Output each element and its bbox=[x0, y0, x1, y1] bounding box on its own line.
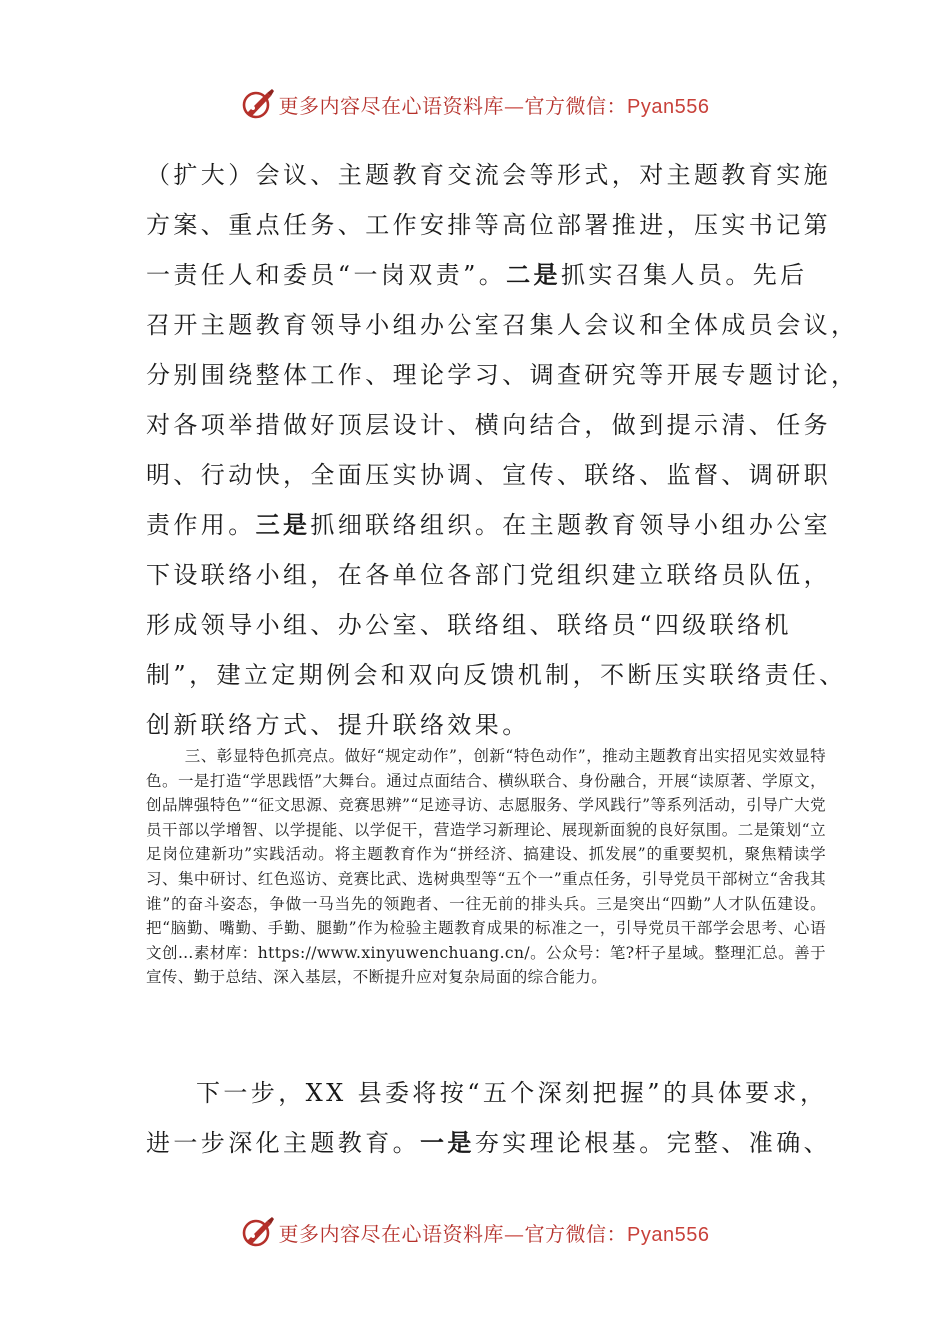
pen-logo-icon bbox=[241, 1215, 275, 1249]
small-paragraph: 三、彰显特色抓亮点。做好“规定动作”，创新“特色动作”，推动主题教育出实招见实效显特色。一是打造“学思践悟”大舞台。通过点面结合、横纵联合、身份融合，开展“读原著、学原文，创品牌强特色”“征文思源、竞赛思辨”“足迹寻访、志愿服务、学风践行”等系列活动，引导广大党员干部以学增智、以学提能、以学促干，营造学习新理论、展现新面貌的良好氛围。二是策划“立足岗位建新功”实践活动。将主题教育作为“拼经济、搞建设、抓发展”的重要契机，聚焦精读学习、集中研讨、红色巡访、竞赛比武、选树典型等“五个一”重点任务，引导党员干部树立“舍我其谁”的奋斗姿态，争做一马当先的领跑者、一往无前的排头兵。三是突出“四勤”人才队伍建设。把“脑勤、嘴勤、手勤、腿勤”作为检验主题教育成果的标准之一，引导党员干部学会思考、心语文创…素材库：https://www.xinyuwenchuang.cn/。公众号：笔?杆子星域。整理汇总。善于宣传、勤于总结、深入基层，不断提升应对复杂局面的综合能力。 bbox=[146, 747, 826, 987]
banner-text: 更多内容尽在心语资料库—官方微信：Pyan556 bbox=[278, 93, 710, 118]
text-line: 下设联络小组，在各单位各部门党组织建立联络员队伍， bbox=[146, 561, 831, 589]
paragraph-2 bbox=[146, 1068, 832, 1168]
text-line: 明、行动快，全面压实协调、宣传、联络、监督、调研职 bbox=[146, 461, 831, 489]
text-line: 制”，建立定期例会和双向反馈机制，不断压实联络责任、 bbox=[146, 661, 847, 689]
text-line: 进一步深化主题教育。一是夯实理论根基。完整、准确、 bbox=[146, 1128, 832, 1157]
header-banner bbox=[0, 84, 950, 124]
text-line: 召开主题教育领导小组办公室召集人会议和全体成员会议， bbox=[146, 311, 859, 339]
text-line: 创新联络方式、提升联络效果。 bbox=[146, 711, 530, 739]
text-line: 方案、重点任务、工作安排等高位部署推进，压实书记第 bbox=[146, 211, 831, 239]
text-line: 形成领导小组、办公室、联络组、联络员“四级联络机 bbox=[146, 611, 792, 639]
text-line: 下一步，XX 县委将按“五个深刻把握”的具体要求， bbox=[196, 1079, 828, 1107]
text-line: 分别围绕整体工作、理论学习、调查研究等开展专题讨论， bbox=[146, 361, 859, 389]
text-line: 一责任人和委员“一岗双责”。二是抓实召集人员。先后 bbox=[146, 260, 808, 289]
bold-marker: 三是 bbox=[255, 510, 311, 539]
text-line: （扩大）会议、主题教育交流会等形式，对主题教育实施 bbox=[146, 161, 831, 189]
pen-logo-icon bbox=[241, 87, 275, 121]
bold-marker: 一是 bbox=[420, 1128, 475, 1157]
footer-banner bbox=[0, 1212, 950, 1252]
text-line: 责作用。三是抓细联络组织。在主题教育领导小组办公室 bbox=[146, 510, 832, 539]
banner-text: 更多内容尽在心语资料库—官方微信：Pyan556 bbox=[278, 1221, 710, 1246]
paragraph-1 bbox=[146, 150, 859, 750]
text-line: 对各项举措做好顶层设计、横向结合，做到提示清、任务 bbox=[146, 411, 831, 439]
bold-marker: 二是 bbox=[506, 260, 561, 289]
